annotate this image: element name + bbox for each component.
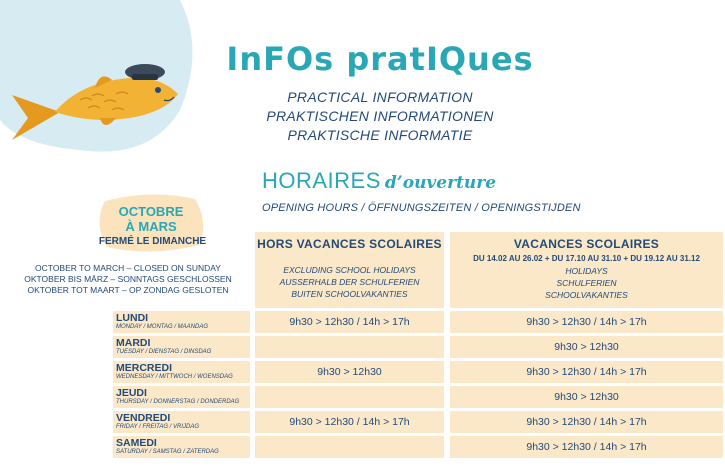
holiday-dates: DU 14.02 AU 26.02 + DU 17.10 AU 31.10 + DU 19.12 AU 31.12: [473, 254, 700, 263]
cell-monday-holidays: 9h30 > 12h30 / 14h > 17h: [450, 311, 723, 333]
day-name: VENDREDI: [116, 412, 171, 424]
season-title-line1: OCTOBRE: [118, 204, 184, 219]
column-header-holidays: [450, 232, 723, 308]
page-title: InFOs pratIQues: [226, 40, 534, 78]
column-title-holidays: VACANCES SCOLAIRES: [513, 237, 660, 251]
column-line: EXCLUDING SCHOOL HOLIDAYS: [283, 265, 416, 275]
opening-hours-heading-main: HORAIRES: [262, 168, 381, 193]
day-label-monday: [113, 311, 250, 333]
season-title: [95, 204, 207, 234]
day-translation: SATURDAY / SAMSTAG / ZATERDAG: [116, 449, 219, 455]
subtitle-de: PRAKTISCHEN INFORMATIONEN: [266, 108, 494, 124]
cell-thursday-holidays: 9h30 > 12h30: [450, 386, 723, 408]
day-name: LUNDI: [116, 312, 149, 324]
day-name: MARDI: [116, 337, 151, 349]
subtitle-en: PRACTICAL INFORMATION: [287, 89, 473, 105]
sailor-cap: [125, 64, 165, 80]
fish-illustration: [0, 0, 200, 160]
subtitle-nl: PRAKTISCHE INFORMATIE: [287, 127, 473, 143]
day-label-tuesday: [113, 336, 250, 358]
cell-wednesday-holidays: 9h30 > 12h30 / 14h > 17h: [450, 361, 723, 383]
day-label-wednesday: [113, 361, 250, 383]
day-label-friday: [113, 411, 250, 433]
cell-monday-outside-holidays: 9h30 > 12h30 / 14h > 17h: [255, 311, 444, 333]
season-note-nl: OKTOBER TOT MAART – OP ZONDAG GESLOTEN: [27, 285, 229, 295]
column-line: SCHOOLVAKANTIES: [545, 290, 628, 300]
season-title-line2: À MARS: [125, 219, 177, 234]
cell-saturday-holidays: 9h30 > 12h30 / 14h > 17h: [450, 436, 723, 458]
day-translation: FRIDAY / FREITAG / VRIJDAG: [116, 424, 200, 430]
day-translation: MONDAY / MONTAG / MAANDAG: [116, 324, 209, 330]
day-name: JEUDI: [116, 387, 147, 399]
column-line: HOLIDAYS: [565, 266, 608, 276]
season-note-en: OCTOBER TO MARCH – CLOSED ON SUNDAY: [35, 263, 221, 273]
column-line: AUSSERHALB DER SCHULFERIEN: [279, 277, 420, 287]
cell-saturday-outside-holidays: [255, 436, 444, 458]
season-closed-note: FERMÉ LE DIMANCHE: [98, 236, 207, 247]
column-header-outside-holidays: [255, 232, 444, 308]
cell-tuesday-holidays: 9h30 > 12h30: [450, 336, 723, 358]
day-label-saturday: [113, 436, 250, 458]
day-name: MERCREDI: [116, 362, 173, 374]
opening-hours-heading-script: d’ouverture: [384, 173, 497, 193]
cell-thursday-outside-holidays: [255, 386, 444, 408]
day-name: SAMEDI: [116, 437, 157, 449]
opening-hours-heading: [262, 168, 496, 194]
day-label-thursday: [113, 386, 250, 408]
fish-eye: [155, 87, 161, 93]
day-translation: WEDNESDAY / MITTWOCH / WOENSDAG: [116, 374, 233, 380]
column-line: SCHULFERIEN: [556, 278, 617, 288]
day-translation: TUESDAY / DIENSTAG / DINSDAG: [116, 349, 212, 355]
column-title-outside-holidays: HORS VACANCES SCOLAIRES: [257, 237, 442, 251]
opening-hours-translations: OPENING HOURS / ÖFFNUNGSZEITEN / OPENINGSTIJDEN: [262, 202, 581, 214]
cell-friday-holidays: 9h30 > 12h30 / 14h > 17h: [450, 411, 723, 433]
season-note-de: OKTOBER BIS MÄRZ – SONNTAGS GESCHLOSSEN: [24, 274, 232, 284]
cell-tuesday-outside-holidays: [255, 336, 444, 358]
day-translation: THURSDAY / DONNERSTAG / DONDERDAG: [116, 399, 240, 405]
cell-friday-outside-holidays: 9h30 > 12h30 / 14h > 17h: [255, 411, 444, 433]
column-line: BUITEN SCHOOLVAKANTIES: [291, 289, 408, 299]
cell-wednesday-outside-holidays: 9h30 > 12h30: [255, 361, 444, 383]
